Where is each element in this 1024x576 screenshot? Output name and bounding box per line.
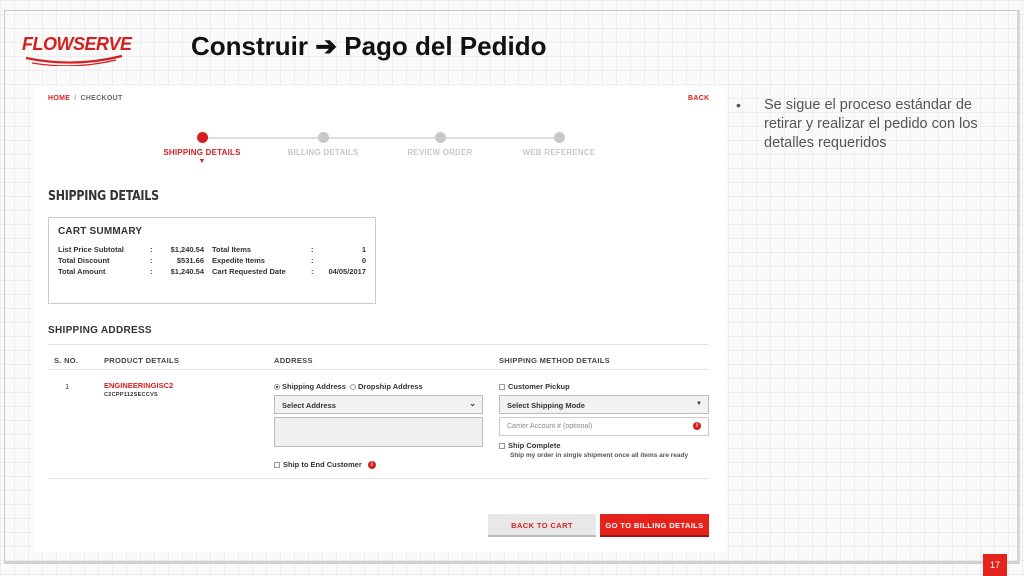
cart-label: List Price Subtotal xyxy=(58,245,124,254)
select-address-value: Select Address xyxy=(282,401,336,410)
caret-down-icon: ▼ xyxy=(696,401,702,407)
shipping-address-heading: SHIPPING ADDRESS xyxy=(48,325,152,336)
cart-summary-title: CART SUMMARY xyxy=(58,226,143,237)
row-sno: 1 xyxy=(65,382,70,391)
checkout-screen xyxy=(34,86,727,552)
ship-complete-option xyxy=(499,441,561,450)
progress-line xyxy=(200,137,558,139)
divider xyxy=(48,478,709,479)
bullet-point xyxy=(736,96,996,153)
ship-complete-label[interactable]: Ship Complete xyxy=(508,441,561,450)
back-link[interactable]: BACK xyxy=(688,95,710,102)
slide-title: Construir ➔ Pago del Pedido xyxy=(191,31,547,61)
step-label: WEB REFERENCE xyxy=(522,148,596,157)
chevron-down-icon: ▼ xyxy=(198,158,206,165)
column-header-address: ADDRESS xyxy=(274,356,313,365)
go-to-billing-details-button[interactable]: GO TO BILLING DETAILS xyxy=(600,514,709,537)
step-review-order[interactable] xyxy=(390,132,490,157)
cart-value: $1,240.54 xyxy=(170,245,204,254)
ship-to-end-customer-checkbox[interactable] xyxy=(274,462,280,468)
step-dot xyxy=(197,132,208,143)
select-shipping-mode-dropdown[interactable] xyxy=(499,395,709,414)
dropship-address-radio-label[interactable]: Dropship Address xyxy=(358,382,423,391)
select-shipping-mode-value: Select Shipping Mode xyxy=(507,401,585,410)
shipping-details-heading: SHIPPING DETAILS xyxy=(48,189,159,204)
cart-colon: : xyxy=(311,245,314,254)
dropship-address-radio[interactable] xyxy=(350,384,356,390)
step-label: BILLING DETAILS xyxy=(287,148,359,157)
chevron-down-icon: ⌄ xyxy=(469,399,476,408)
bullet-text: Se sigue el proceso estándar de retirar y realizar el pedido con los detalles requeridos xyxy=(764,97,978,151)
customer-pickup-label[interactable]: Customer Pickup xyxy=(508,382,570,391)
breadcrumb xyxy=(48,95,123,102)
breadcrumb-separator: / xyxy=(74,95,77,102)
address-type-radios xyxy=(274,382,423,391)
breadcrumb-home-link[interactable]: HOME xyxy=(48,95,71,102)
checkout-progress xyxy=(162,132,612,165)
divider xyxy=(48,369,709,370)
divider xyxy=(48,344,709,345)
cart-colon: : xyxy=(311,256,314,265)
step-shipping-details[interactable] xyxy=(152,132,252,165)
address-textarea[interactable] xyxy=(274,417,483,447)
cart-colon: : xyxy=(150,256,153,265)
page-number: 17 xyxy=(983,554,1007,576)
breadcrumb-current: CHECKOUT xyxy=(80,95,123,102)
cart-label: Total Items xyxy=(212,245,252,254)
info-icon[interactable]: i xyxy=(693,422,701,430)
bullet-icon: • xyxy=(736,97,741,113)
step-dot xyxy=(435,132,446,143)
ship-complete-note: Ship my order in single shipment once all items are ready xyxy=(510,452,689,459)
ship-complete-checkbox[interactable] xyxy=(499,443,505,449)
column-header-shipping-method: SHIPPING METHOD DETAILS xyxy=(499,356,610,365)
cart-label: Expedite Items xyxy=(212,256,265,265)
cart-colon: : xyxy=(311,267,314,276)
logo-text: FLOWSERVE xyxy=(22,34,132,54)
cart-summary-box xyxy=(48,217,376,304)
customer-pickup-option xyxy=(499,382,570,391)
step-label: SHIPPING DETAILS xyxy=(163,148,241,157)
customer-pickup-checkbox[interactable] xyxy=(499,384,505,390)
logo-swoosh-icon xyxy=(24,54,124,66)
ship-to-end-customer-option xyxy=(274,460,376,469)
step-billing-details[interactable] xyxy=(273,132,373,157)
product-code: C2CPP112SECCVS xyxy=(104,392,159,398)
step-dot xyxy=(318,132,329,143)
carrier-account-input[interactable] xyxy=(499,417,709,436)
cart-label: Cart Requested Date xyxy=(212,267,286,276)
flowserve-logo xyxy=(22,30,132,68)
cart-label: Total Discount xyxy=(58,256,110,265)
cart-value: $531.66 xyxy=(176,256,204,265)
cart-colon: : xyxy=(150,267,153,276)
info-icon[interactable]: i xyxy=(368,461,376,469)
cart-value: 0 xyxy=(361,256,366,265)
column-header-product: PRODUCT DETAILS xyxy=(104,356,180,365)
column-header-sno: S. NO. xyxy=(54,356,79,365)
cart-value: 04/05/2017 xyxy=(328,267,366,276)
step-label: REVIEW ORDER xyxy=(407,148,473,157)
back-to-cart-button[interactable]: BACK TO CART xyxy=(488,514,596,537)
cart-value: $1,240.54 xyxy=(170,267,204,276)
shipping-address-radio[interactable] xyxy=(274,384,280,390)
cart-colon: : xyxy=(150,245,153,254)
select-address-dropdown[interactable] xyxy=(274,395,483,414)
step-web-reference[interactable] xyxy=(509,132,609,157)
cart-value: 1 xyxy=(361,245,366,254)
shipping-address-radio-label[interactable]: Shipping Address xyxy=(282,382,346,391)
ship-to-end-customer-label[interactable]: Ship to End Customer xyxy=(283,460,362,469)
step-dot xyxy=(554,132,565,143)
carrier-account-placeholder: Carrier Account # (optional) xyxy=(507,423,593,430)
cart-label: Total Amount xyxy=(58,267,106,276)
product-name-link[interactable]: ENGINEERINGISC2 xyxy=(104,381,174,390)
